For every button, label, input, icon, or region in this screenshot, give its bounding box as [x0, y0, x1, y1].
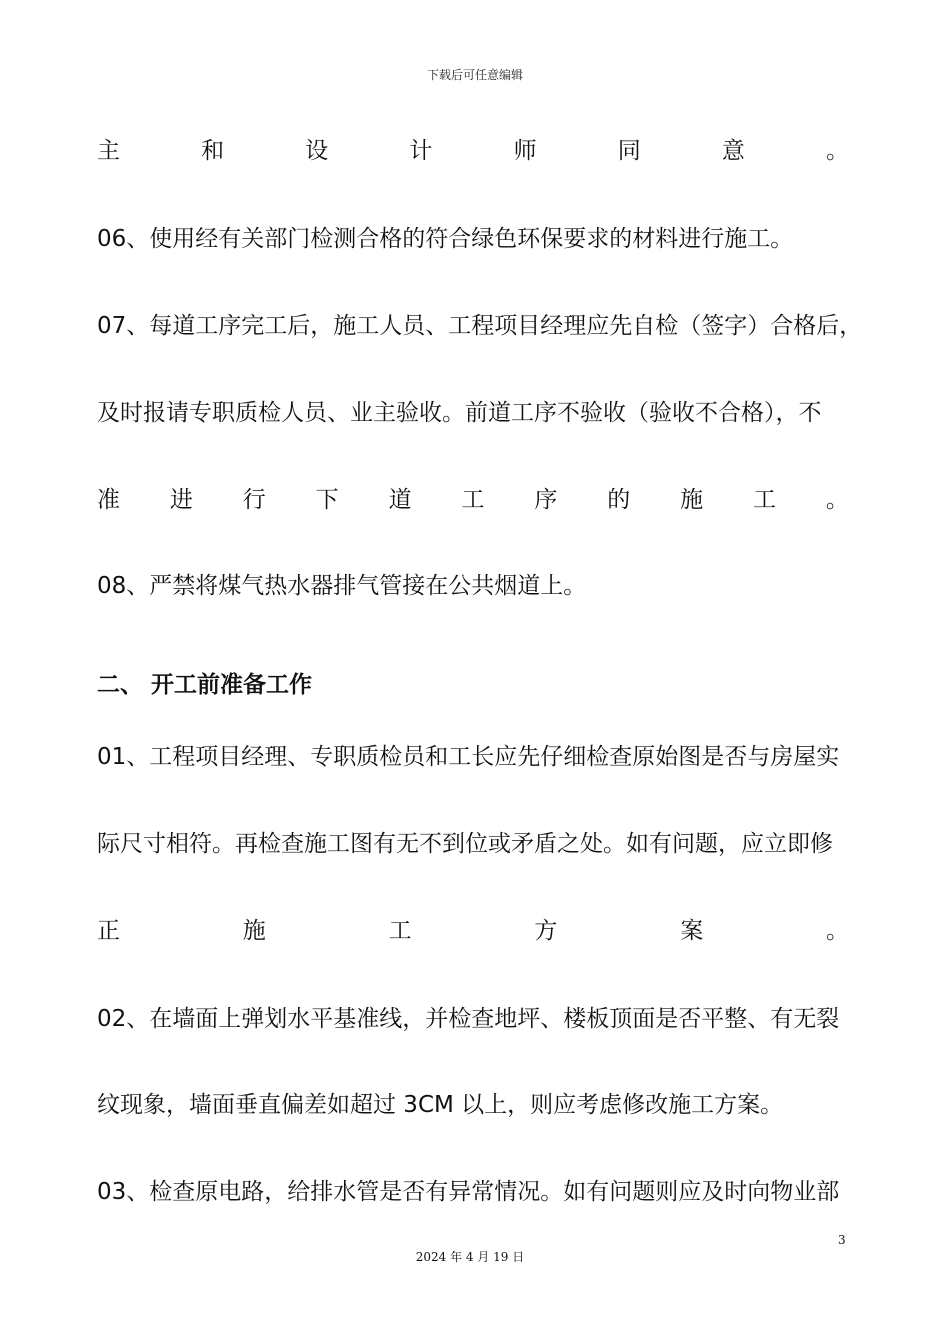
spread-char: 主 — [97, 138, 120, 164]
spread-char: 工 — [461, 487, 485, 513]
spread-char: 计 — [409, 138, 433, 164]
item-03-line-1: 03、检查原电路，给排水管是否有异常情况。如有问题则应及时向物业部 — [97, 1179, 840, 1205]
spread-char: 意 — [721, 138, 745, 164]
spread-char: 施 — [242, 918, 266, 944]
item-06: 06、使用经有关部门检测合格的符合绿色环保要求的材料进行施工。 — [97, 226, 794, 252]
item-01-line-3 — [97, 916, 849, 946]
item-07-line-2: 及时报请专职质检人员、业主验收。前道工序不验收（验收不合格），不 — [97, 400, 822, 426]
spread-char: 和 — [201, 138, 225, 164]
spread-char: 同 — [617, 138, 641, 164]
spread-char: 进 — [169, 487, 193, 513]
page-header: 下载后可任意编辑 — [426, 68, 523, 82]
item-01-line-2: 际尺寸相符。再检查施工图有无不到位或矛盾之处。如有问题，应立即修 — [97, 831, 833, 857]
spread-char: 。 — [825, 138, 849, 164]
section-heading: 二、 开工前准备工作 — [97, 672, 313, 698]
paragraph-line-approval — [97, 136, 849, 166]
spread-char: 工 — [388, 918, 412, 944]
item-02-line-1: 02、在墙面上弹划水平基准线，并检查地坪、楼板顶面是否平整、有无裂 — [97, 1006, 840, 1032]
spread-char: 案 — [680, 918, 704, 944]
spread-char: 序 — [534, 487, 558, 513]
spread-char: 工 — [753, 487, 777, 513]
spread-char: 正 — [97, 918, 120, 944]
item-07-line-3 — [97, 485, 849, 515]
item-08: 08、严禁将煤气热水器排气管接在公共烟道上。 — [97, 573, 587, 599]
spread-char: 行 — [242, 487, 266, 513]
spread-char: 师 — [513, 138, 537, 164]
item-07-line-1: 07、每道工序完工后，施工人员、工程项目经理应先自检（签字）合格后， — [97, 313, 863, 339]
footer-date: 2024 年 4 月 19 日 — [415, 1250, 525, 1264]
spread-char: 。 — [825, 918, 849, 944]
spread-char: 方 — [534, 918, 558, 944]
spread-char: 施 — [680, 487, 704, 513]
spread-char: 下 — [315, 487, 339, 513]
spread-char: 的 — [607, 487, 631, 513]
spread-char: 。 — [825, 487, 849, 513]
spread-char: 准 — [97, 487, 120, 513]
spread-char: 设 — [305, 138, 329, 164]
item-01-line-1: 01、工程项目经理、专职质检员和工长应先仔细检查原始图是否与房屋实 — [97, 744, 840, 770]
page-number: 3 — [838, 1233, 846, 1247]
item-02-line-2: 纹现象，墙面垂直偏差如超过 3CM 以上，则应考虑修改施工方案。 — [97, 1092, 784, 1118]
spread-char: 道 — [388, 487, 412, 513]
